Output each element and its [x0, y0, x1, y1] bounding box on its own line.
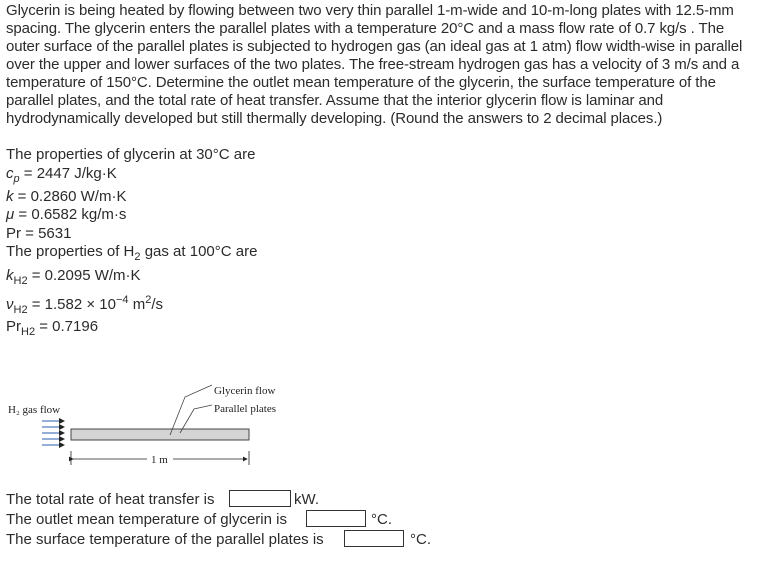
glycerin-k: [6, 188, 126, 205]
h2-pr-value: = 0.7196: [35, 318, 99, 335]
heat-transfer-input[interactable]: [229, 490, 291, 507]
cp-symbol: c: [6, 165, 14, 182]
h2-nu-exponent: −4: [115, 294, 129, 306]
h2-heading-post: gas at 100°C are: [140, 243, 258, 260]
k-symbol: k: [6, 188, 14, 205]
outlet-temperature-input[interactable]: [306, 510, 366, 527]
h2-pr: [6, 318, 99, 338]
h2-nu-unit-exponent: 2: [145, 294, 152, 306]
answer-row-surface-temperature: [6, 530, 431, 549]
answer-row-outlet-temperature: [6, 510, 392, 529]
glycerin-pr: Pr = 5631: [6, 225, 72, 242]
dimension-label: 1 m: [151, 454, 168, 466]
surface-temperature-label: The surface temperature of the parallel plates is: [6, 531, 324, 548]
h2-k: [6, 267, 141, 287]
h2-pr-subscript: H2: [21, 326, 36, 338]
glycerin-mu: [6, 206, 126, 223]
h2-pr-symbol: Pr: [6, 318, 21, 335]
h2-k-symbol: k: [6, 267, 14, 284]
h2-heading-sub: 2: [134, 251, 141, 263]
parallel-plates-figure: [0, 375, 320, 475]
heat-transfer-unit: kW.: [294, 491, 319, 508]
glycerin-properties-heading: The properties of glycerin at 30°C are: [6, 146, 256, 163]
h2-properties-heading: [6, 243, 258, 263]
h2-nu-symbol: ν: [6, 296, 14, 313]
surface-temperature-input[interactable]: [344, 530, 404, 547]
glycerin-flow-label: Glycerin flow: [214, 385, 276, 397]
heat-transfer-label: The total rate of heat transfer is: [6, 491, 215, 508]
h2-k-subscript: H2: [13, 275, 28, 287]
parallel-plates-label: Parallel plates: [214, 403, 277, 415]
k-value: = 0.2860 W/m·K: [13, 188, 127, 205]
cp-value: = 2447 J/kg·K: [19, 165, 117, 182]
h2-nu-subscript: H2: [13, 304, 28, 316]
plate-bar: [71, 429, 249, 440]
h2-k-value: = 0.2095 W/m·K: [27, 267, 141, 284]
cp-subscript: p: [13, 173, 20, 185]
glycerin-cp: [6, 165, 117, 185]
outlet-temperature-unit: °C.: [371, 511, 392, 528]
h2-nu: [6, 294, 163, 316]
h2-nu-unit-post: /s: [151, 296, 163, 313]
answer-row-heat-transfer: [6, 490, 319, 509]
mu-value: = 0.6582 kg/m·s: [14, 206, 127, 223]
problem-statement: Glycerin is being heated by flowing between two very thin parallel 1-m-wide and 10-m-long plates with 12.5-mm spacing. The glycerin enters the parallel plates with a temperature 20°C and a mass flow rate of 0.7 kg/s . The outer surface of the parallel plates is subjected to hydrogen gas (an ideal gas at 1 atm) flow width-wise in parallel over the upper and lower surfaces of the two plates. The free-stream hydrogen gas has a velocity of 3 m/s and a temperature of 150°C. Determine the outlet mean temperature of the glycerin, the surface temperature of the parallel plates, and the total rate of heat transfer. Assume that the interior glycerin flow is laminar and hydrodynamically developed but still thermally developing. (Round the answers to 2 decimal places.): [6, 2, 743, 127]
h2-flow-arrows-icon: [42, 421, 64, 445]
h2-flow-label: H₂ gas flow: [8, 404, 61, 416]
h2-nu-value: = 1.582 × 10: [27, 296, 116, 313]
mu-symbol: μ: [6, 206, 15, 223]
h2-nu-unit: m: [128, 296, 146, 313]
outlet-temperature-label: The outlet mean temperature of glycerin is: [6, 511, 287, 528]
h2-heading-pre: The properties of H: [6, 243, 135, 260]
glycerin-leader-line: [170, 385, 212, 435]
surface-temperature-unit: °C.: [410, 531, 431, 548]
